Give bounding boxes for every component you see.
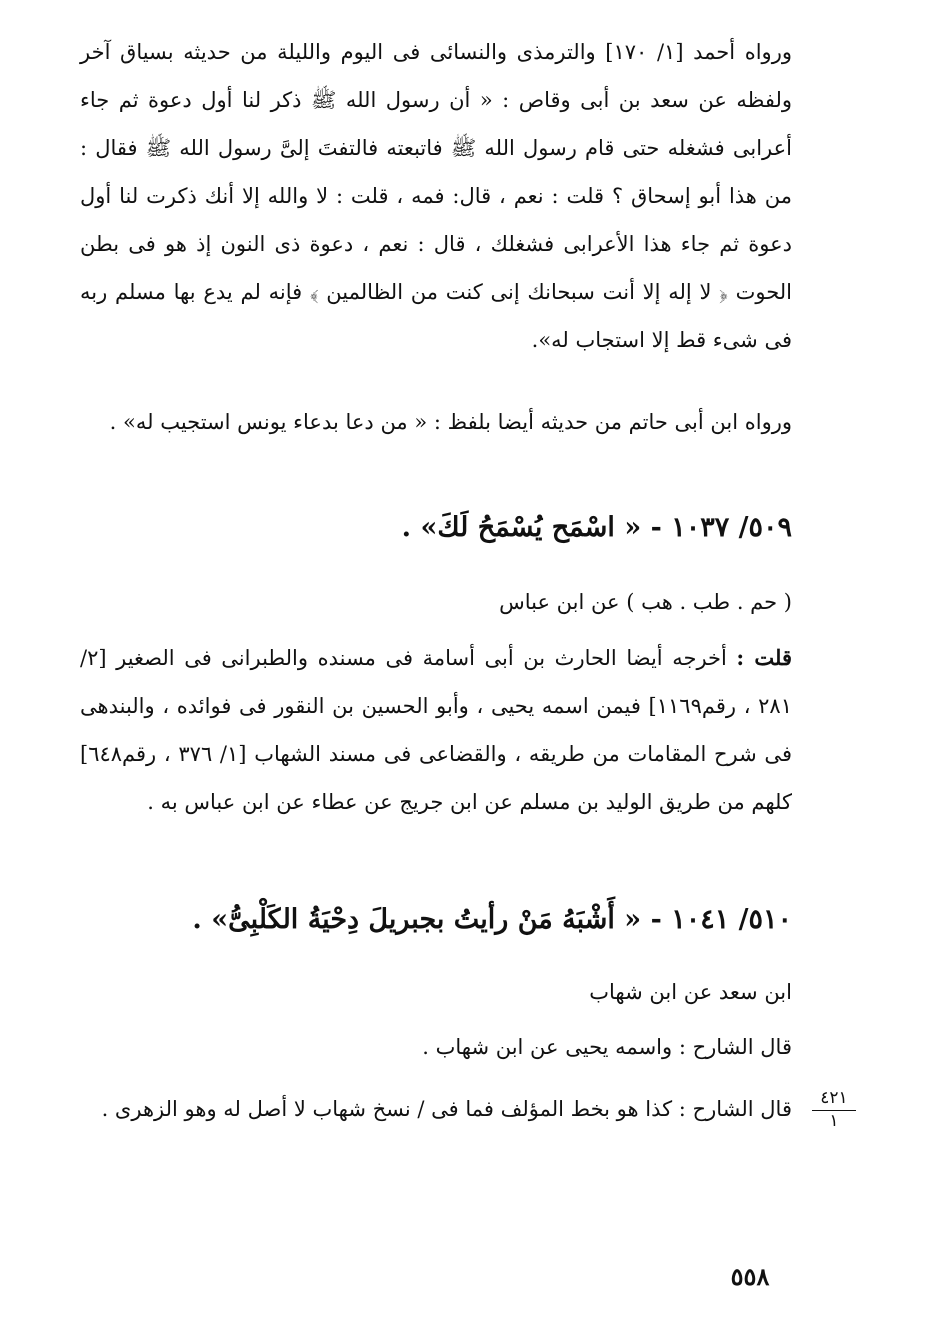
takhrij-body: أخرجه أيضا الحارث بن أبى أسامة فى مسنده والطبرانى فى الصغير [٢/ ٢٨١ ، رقم١١٦٩] فيمن اسمه يحيى ، وأبو الحسين بن النقور فى فوائده ، والبندهى فى شرح المقامات من طريقه ، والقضاعى فى مسند الشهاب [١/ ٣٧٦ ، رقم٦٤٨] كلهم من طريق الوليد بن مسلم عن ابن جريج عن عطاء عن ابن عباس به . bbox=[80, 646, 792, 814]
page-number: ٥٥٨ bbox=[730, 1262, 770, 1291]
hadith-510-heading: ٥١٠/ ١٠٤١ - « أَشْبَهُ مَنْ رأيتُ بجبريلَ دِحْيَةُ الكَلْبِىُّ» . bbox=[192, 904, 792, 935]
paragraph-takhrij bbox=[80, 634, 792, 826]
hadith-509-source: ( حم . طب . هب ) عن ابن عباس bbox=[499, 590, 792, 614]
sharih-note-2: قال الشارح : كذا هو بخط المؤلف فما فى / نسخ شهاب لا أصل له وهو الزهرى . bbox=[101, 1097, 792, 1121]
hadith-510-source: ابن سعد عن ابن شهاب bbox=[589, 980, 792, 1004]
margin-reference bbox=[812, 1088, 856, 1131]
sharih-note-1: قال الشارح : واسمه يحيى عن ابن شهاب . bbox=[422, 1035, 792, 1059]
paragraph-ahmad-narration: ورواه أحمد [١/ ١٧٠] والترمذى والنسائى فى اليوم والليلة من حديثه بسياق آخر ولفظه عن سعد بن أبى وقاص : « أن رسول الله ﷺ ذكر لنا أول دعوة ثم جاء أعرابى فشغله حتى قام رسول الله ﷺ فاتبعته فالتفتَ إلىَّ رسول الله ﷺ فقال : من هذا أبو إسحاق ؟ قلت : نعم ، قال: فمه ، قلت : لا والله إلا أنك ذكرت لنا أول دعوة ثم جاء هذا الأعرابى فشغلك ، قال : نعم ، دعوة ذى النون إذ هو فى بطن الحوت ﴿ لا إله إلا أنت سبحانك إنى كنت من الظالمين ﴾ فإنه لم يدع بها مسلم ربه فى شىء قط إلا استجاب له». bbox=[80, 40, 792, 352]
paragraph-ibn-abi-hatim: ورواه ابن أبى حاتم من حديثه أيضا بلفظ : « من دعا بدعاء يونس استجيب له» . bbox=[109, 410, 792, 434]
margin-ref-top: ٤٢١ bbox=[812, 1088, 856, 1111]
qultu-label: قلت : bbox=[736, 645, 792, 670]
hadith-509-heading: ٥٠٩/ ١٠٣٧ - « اسْمَح يُسْمَحُ لَكَ» . bbox=[401, 512, 792, 543]
margin-ref-bottom: ١ bbox=[829, 1111, 839, 1131]
